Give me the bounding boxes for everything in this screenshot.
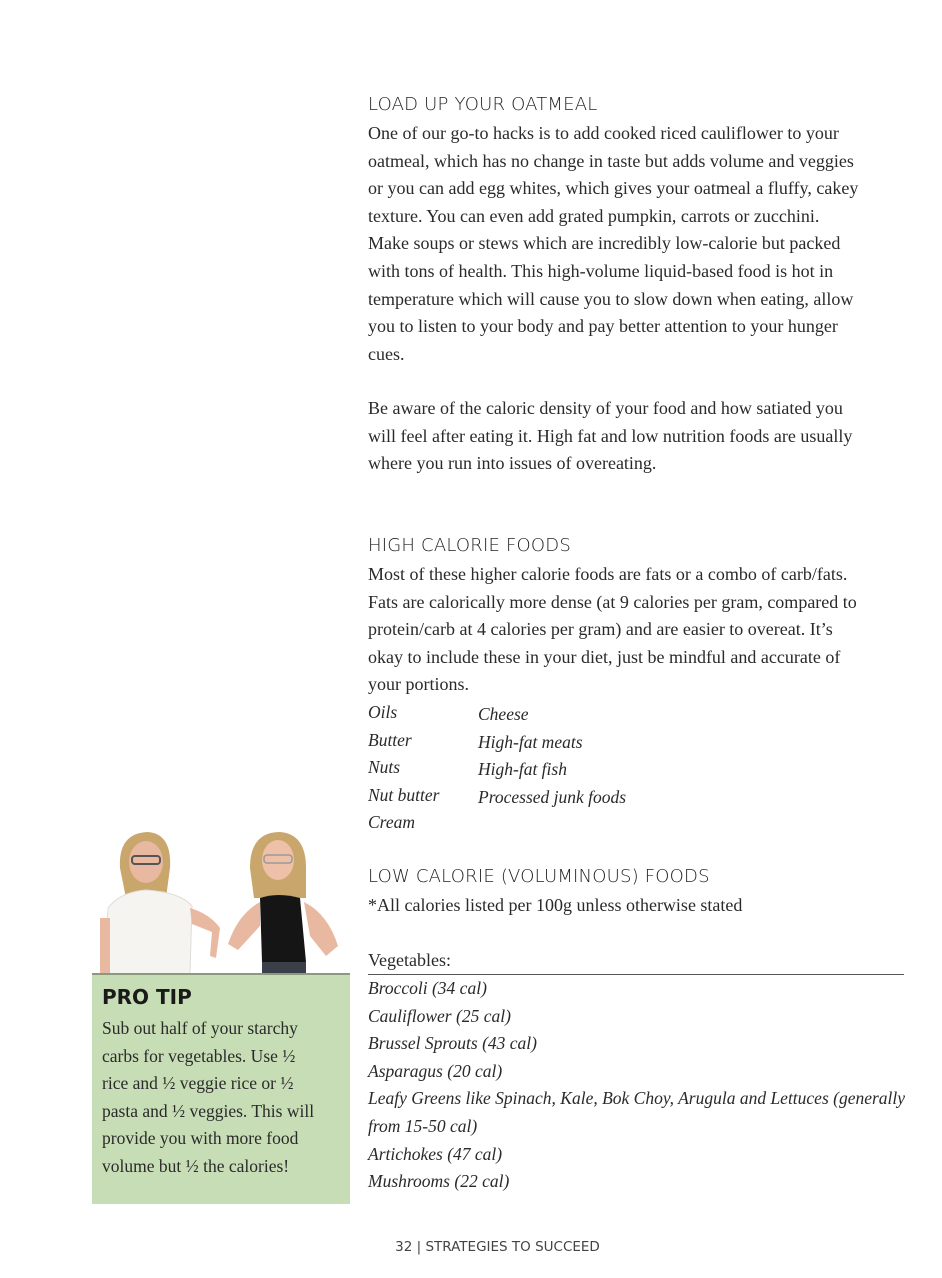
list-item: Oils [368,702,398,722]
page-footer: 32 | STRATEGIES TO SUCCEED [395,1239,600,1255]
text-line: Most of these higher calorie foods are fats or a combo of carb/fats. [368,564,848,584]
high-calorie-paragraph [368,561,857,699]
text-line: oatmeal, which has no change in taste but adds volume and veggies [368,150,854,171]
list-item: Nuts [368,757,401,778]
list-item: Cream [368,812,415,833]
list-item: Broccoli (34 cal) [368,978,487,998]
coaches-photo [100,828,349,974]
text-line: where you run into issues of overeating. [368,453,657,474]
list-item: Cauliflower (25 cal) [368,1005,511,1026]
text-line: carbs for vegetables. Use ½ [102,1045,296,1066]
list-item: Asparagus (20 cal) [368,1060,503,1081]
text-line: One of our go-to hacks is to add cooked riced cauliflower to your [368,123,839,143]
text-line: will feel after eating it. High fat and low nutrition foods are usually [368,425,853,446]
text-line: Make soups or stews which are incredibly low-calorie but packed [368,233,841,254]
text-line: texture. You can even add grated pumpkin, carrots or zucchini. [368,205,820,226]
high-calorie-list-1 [368,699,439,837]
list-item: Cheese [478,704,529,724]
list-item: Processed junk foods [478,786,627,807]
list-item: Butter [368,729,412,750]
list-item: from 15-50 cal) [368,1115,478,1136]
text-line: Fats are calorically more dense (at 9 calories per gram, compared to [368,591,857,612]
vegetables-list [368,975,905,1196]
caloric-density-paragraph [368,395,852,478]
list-item: Brussel Sprouts (43 cal) [368,1033,537,1054]
text-line: okay to include these in your diet, just be mindful and accurate of [368,646,841,667]
text-line: you to listen to your body and pay better attention to your hunger [368,316,838,337]
vegetables-label: Vegetables: [368,950,451,970]
section-title-oatmeal: LOAD UP YOUR OATMEAL [368,94,598,115]
text-line: temperature which will cause you to slow down when eating, allow [368,288,854,309]
text-line: your portions. [368,674,469,695]
oatmeal-paragraph [368,120,858,368]
text-line: volume but ½ the calories! [102,1155,290,1176]
list-item: Nut butter [368,784,440,805]
text-line: pasta and ½ veggies. This will [102,1100,315,1121]
text-line: protein/carb at 4 calories per gram) and are easier to overeat. It’s [368,619,833,640]
text-line: cues. [368,343,405,364]
section-title-high-calorie: HIGH CALORIE FOODS [368,535,571,556]
text-line: with tons of health. This high-volume liquid-based food is hot in [368,260,834,281]
pro-tip-box [92,973,350,1204]
list-item: Leafy Greens like Spinach, Kale, Bok Choy, Arugula and Lettuces (generally [368,1088,906,1109]
high-calorie-list-2 [478,701,626,811]
text-line: Be aware of the caloric density of your food and how satiated you [368,398,843,418]
text-line: rice and ½ veggie rice or ½ [102,1073,294,1094]
pro-tip-body [102,1015,314,1181]
list-item: High-fat fish [478,759,567,780]
list-item: Mushrooms (22 cal) [368,1171,510,1192]
list-item: Artichokes (47 cal) [368,1143,503,1164]
text-line: Sub out half of your starchy [102,1018,298,1038]
pro-tip-title: PRO TIP [102,985,192,1009]
list-item: High-fat meats [478,731,583,752]
text-line: provide you with more food [102,1128,299,1149]
text-line: or you can add egg whites, which gives your oatmeal a fluffy, cakey [368,178,859,199]
section-title-low-calorie: LOW CALORIE (VOLUMINOUS) FOODS [368,866,710,887]
calorie-note: *All calories listed per 100g unless otherwise stated [368,895,743,915]
